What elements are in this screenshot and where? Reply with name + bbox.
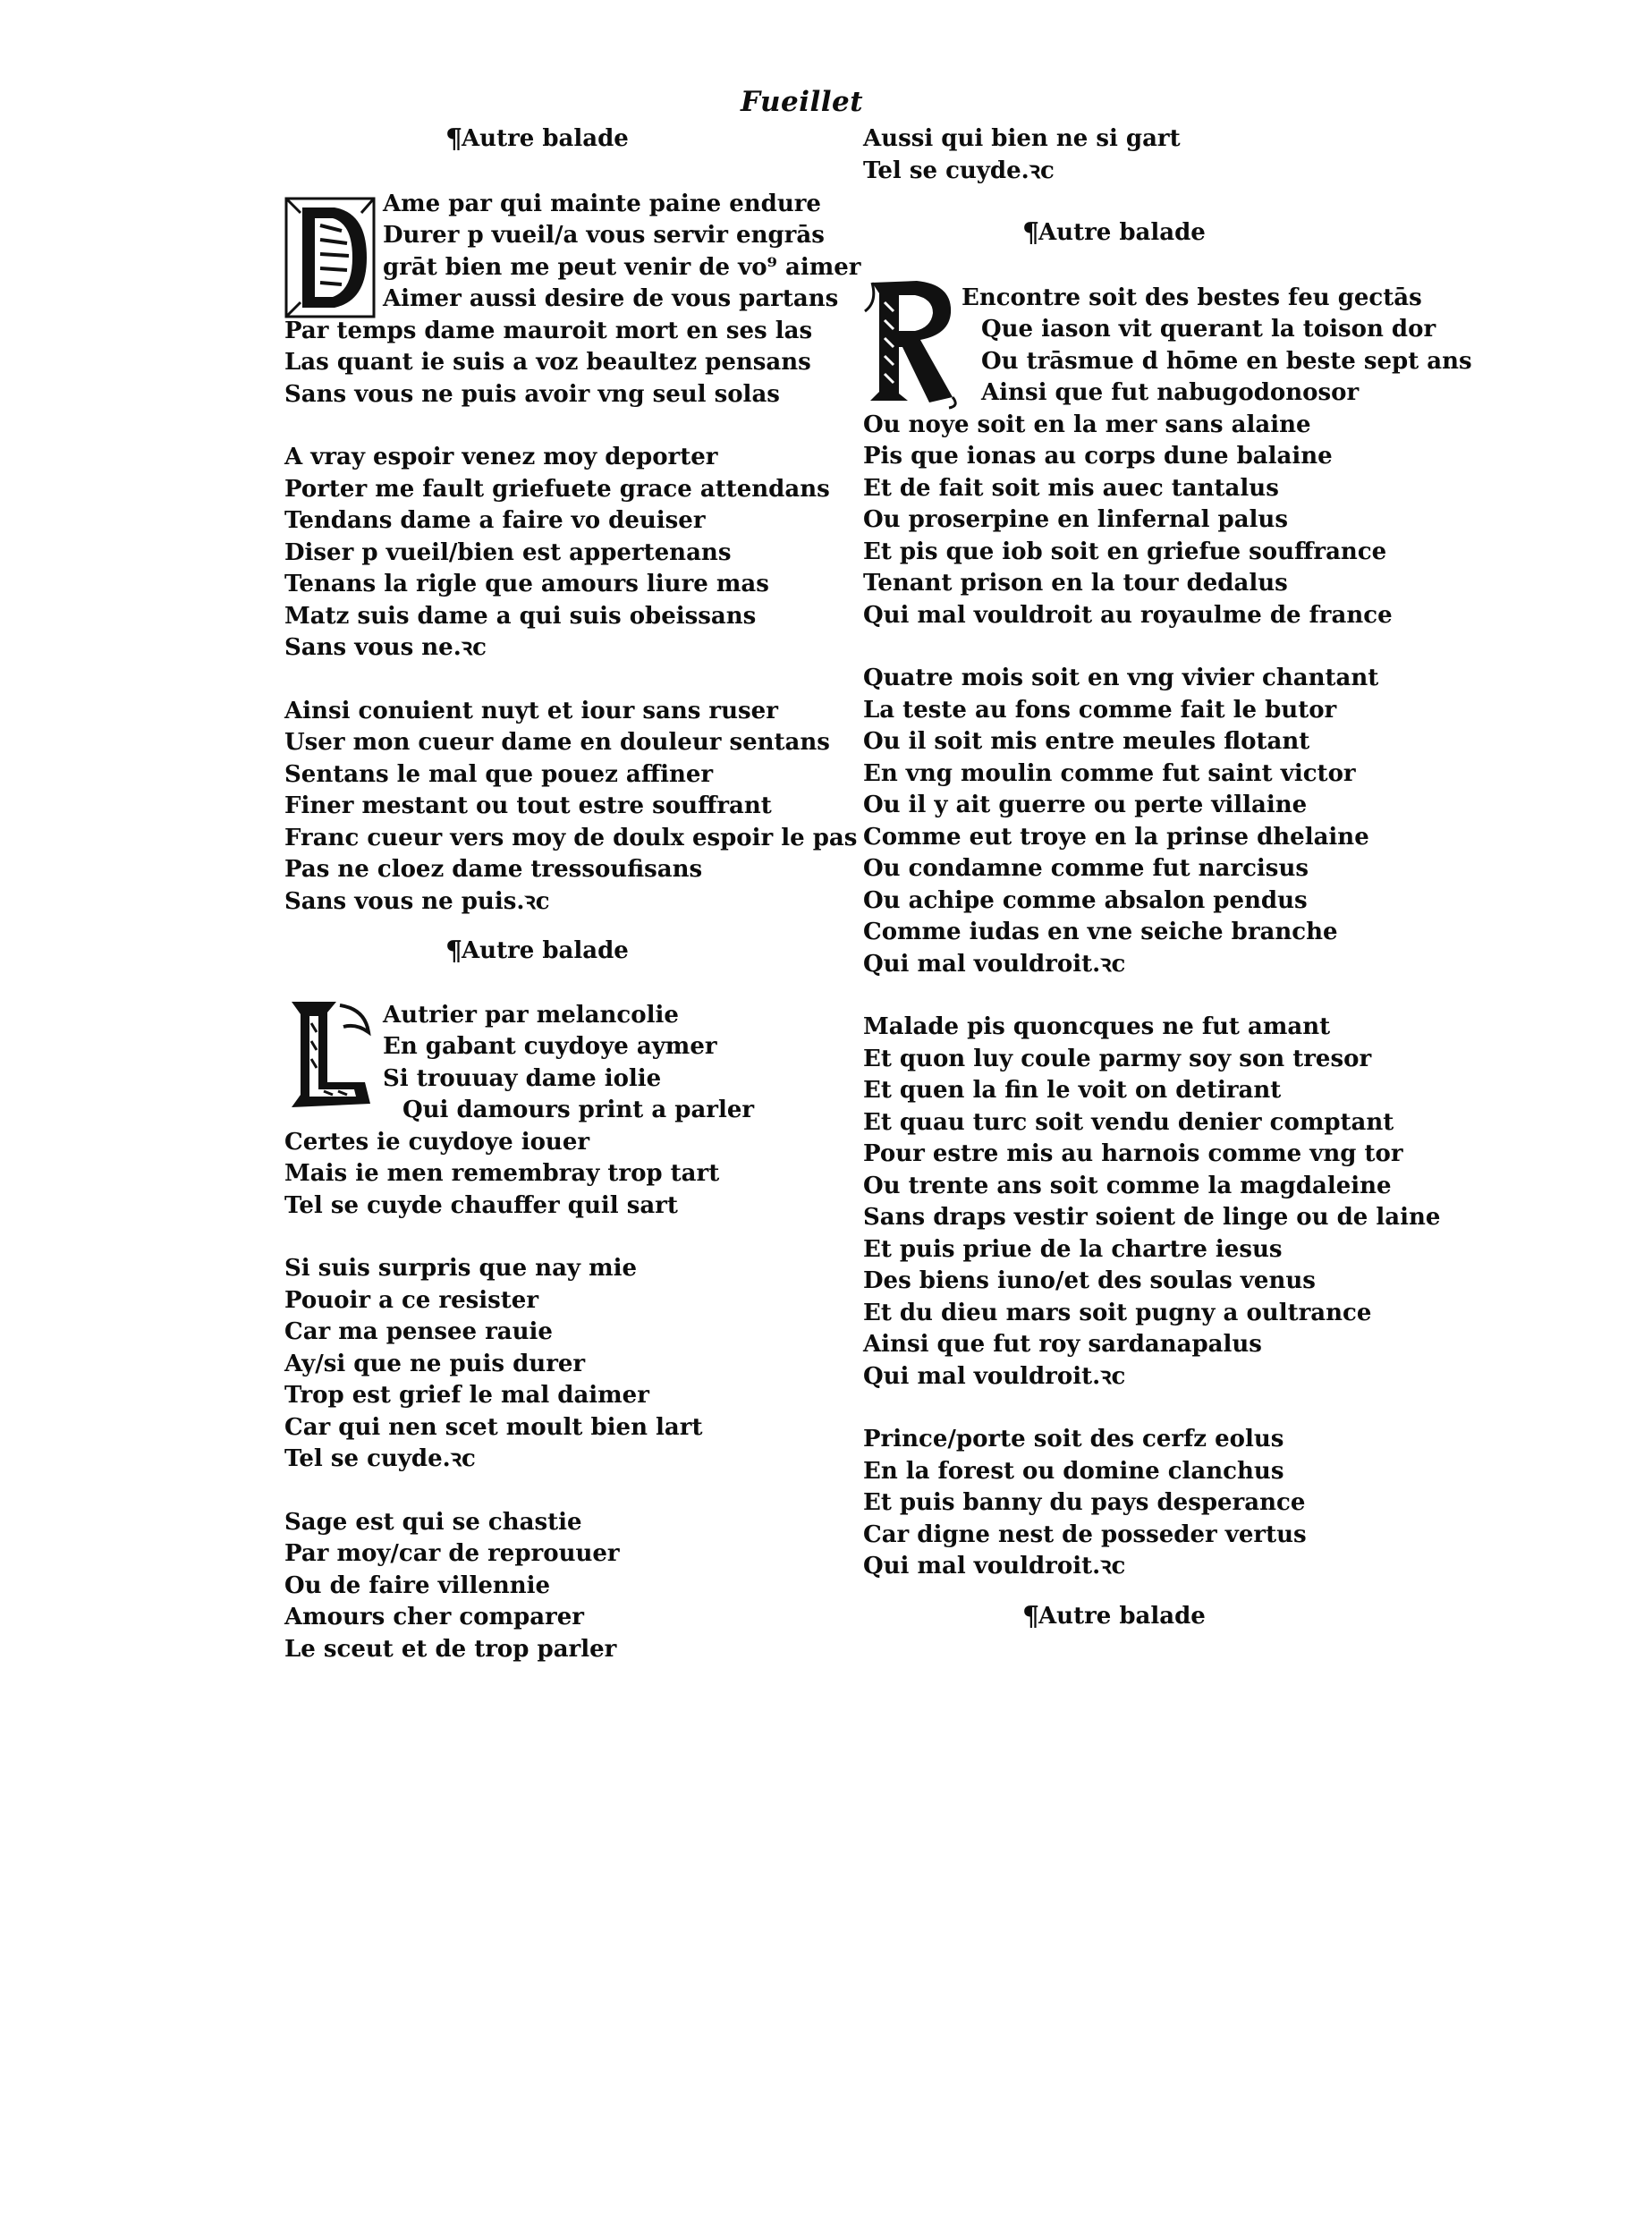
- verse-line: Ou de faire villennie: [284, 1571, 551, 1599]
- verse-line: Et puis priue de la chartre iesus: [863, 1235, 1283, 1263]
- verse-line: Ou trente ans soit comme la magdaleine: [863, 1172, 1392, 1199]
- verse-line: Ainsi que fut nabugodonosor: [981, 379, 1360, 406]
- verse-line: En gabant cuydoye aymer: [383, 1033, 717, 1060]
- stanza-gap: [284, 1476, 848, 1507]
- page-header: Fueillet: [741, 86, 864, 118]
- verse-line: Tendans dame a faire vo deuiser: [284, 507, 706, 534]
- verse-line: Si trouuay dame iolie: [383, 1064, 662, 1092]
- verse-line: Sentans le mal que pouez affiner: [284, 760, 714, 788]
- verse-line: Ou achipe comme absalon pendus: [863, 886, 1308, 914]
- verse-line: Et quon luy coule parmy soy son tresor: [863, 1045, 1372, 1072]
- verse-line: Aussi qui bien ne si gart: [863, 125, 1181, 152]
- verse-line: Aimer aussi desire de vous partans: [383, 285, 839, 312]
- verse-line: Mais ie men remembray trop tart: [284, 1160, 720, 1187]
- verse-line: Tel se cuyde.ꝛc: [284, 1445, 476, 1472]
- verse-line: Pas ne cloez dame tressoufisans: [284, 856, 703, 883]
- verse-line: Sans vous ne.ꝛc: [284, 634, 487, 661]
- verse-line: Ou il y ait guerre ou perte villaine: [863, 792, 1308, 818]
- verse-line: Comme eut troye en la prinse dhelaine: [863, 823, 1369, 851]
- verse-line: Certes ie cuydoye iouer: [284, 1128, 590, 1156]
- balade-heading: ¶Autre balade: [445, 123, 629, 155]
- verse-line: Et quau turc soit vendu denier comptant: [863, 1108, 1394, 1136]
- verse-line: Des biens iuno/et des soulas venus: [863, 1267, 1316, 1294]
- verse-line: Car qui nen scet moult bien lart: [284, 1413, 703, 1441]
- verse-line: Et quen la fin le voit on detirant: [863, 1077, 1282, 1104]
- verse-line: A vray espoir venez moy deporter: [284, 444, 718, 470]
- verse-line: Diser p vueil/bien est appertenans: [284, 538, 732, 566]
- pilcrow-icon: ¶: [445, 936, 463, 967]
- verse-line: La teste au fons comme fait le butor: [863, 696, 1337, 724]
- verse-line: Matz suis dame a qui suis obeissans: [284, 602, 757, 630]
- verse-line: Ou noye soit en la mer sans alaine: [863, 411, 1311, 438]
- stanza-gap: [284, 411, 848, 442]
- verse-line: Que iason vit querant la toison dor: [981, 316, 1436, 343]
- verse-line: User mon cueur dame en douleur sentans: [284, 729, 830, 756]
- verse-line: Quatre mois soit en vng vivier chantant: [863, 665, 1379, 691]
- verse-line: Et puis banny du pays desperance: [863, 1489, 1306, 1516]
- verse-line: Tenans la rigle que amours liure mas: [284, 571, 769, 597]
- verse-line: Ame par qui mainte paine endure: [383, 190, 821, 217]
- decorated-initial: [284, 996, 374, 1113]
- verse-line: Si suis surpris que nay mie: [284, 1255, 638, 1282]
- verse-line: Qui damours print a parler: [402, 1097, 755, 1123]
- pilcrow-icon: ¶: [1022, 217, 1040, 249]
- verse-line: Pouoir a ce resister: [284, 1286, 539, 1314]
- verse-line: Qui mal vouldroit au royaulme de france: [863, 601, 1393, 629]
- verse-line: En la forest ou domine clanchus: [863, 1457, 1284, 1485]
- balade-heading: ¶Autre balade: [445, 936, 629, 967]
- verse-line: Prince/porte soit des cerfz eolus: [863, 1426, 1284, 1453]
- verse-line: Porter me fault griefuete grace attendans: [284, 475, 830, 503]
- verse-line: Franc cueur vers moy de doulx espoir le pas: [284, 824, 858, 851]
- verse-line: Pour estre mis au harnois comme vng tor: [863, 1140, 1403, 1167]
- verse-line: Sans vous ne puis avoir vng seul solas: [284, 380, 780, 408]
- pilcrow-icon: ¶: [445, 123, 463, 155]
- decorated-initial: [284, 195, 378, 320]
- verse-line: Ou proserpine en linfernal palus: [863, 506, 1288, 533]
- verse-line: Ou condamne comme fut narcisus: [863, 855, 1309, 882]
- balade-heading: ¶Autre balade: [1022, 217, 1206, 249]
- initial-r-icon: [863, 275, 962, 410]
- verse-line: Trop est grief le mal daimer: [284, 1382, 649, 1409]
- balade-1: [284, 189, 861, 919]
- verse-line: Comme iudas en vne seiche branche: [863, 919, 1338, 945]
- verse-line: grāt bien me peut venir de vo⁹ aimer: [383, 253, 861, 281]
- verse-line: Le sceut et de trop parler: [284, 1635, 617, 1663]
- verse-line: Qui mal vouldroit.ꝛc: [863, 1553, 1126, 1580]
- verse-line: Autrier par melancolie: [383, 1001, 679, 1029]
- verse-line: Las quant ie suis a voz beaultez pensans: [284, 349, 811, 376]
- stanza-gap: [863, 980, 1427, 1012]
- verse-line: Car digne nest de posseder vertus: [863, 1520, 1307, 1548]
- pilcrow-icon: ¶: [1022, 1600, 1040, 1632]
- verse-line: Ou il soit mis entre meules flotant: [863, 728, 1310, 755]
- verse-line: Tenant prison en la tour dedalus: [863, 570, 1288, 597]
- verse-line: Et de fait soit mis auec tantalus: [863, 474, 1279, 502]
- stanza-gap: [284, 1222, 848, 1253]
- verse-line: Qui mal vouldroit.ꝛc: [863, 1362, 1126, 1390]
- verse-line: Amours cher comparer: [284, 1604, 584, 1630]
- verse-line: Tel se cuyde chauffer quil sart: [284, 1191, 678, 1219]
- verse-line: Et du dieu mars soit pugny a oultrance: [863, 1299, 1372, 1326]
- verse-line: Par moy/car de reprouuer: [284, 1540, 620, 1567]
- left-column: [284, 123, 861, 1665]
- verse-line: Encontre soit des bestes feu gectās: [962, 284, 1422, 311]
- stanza-gap: [284, 665, 848, 696]
- verse-line: Pis que ionas au corps dune balaine: [863, 443, 1333, 470]
- verse-line: Ay/si que ne puis durer: [284, 1350, 586, 1377]
- verse-line: Durer p vueil/a vous servir engrās: [383, 222, 825, 249]
- verse-line: Qui mal vouldroit.ꝛc: [863, 950, 1126, 978]
- balade-3: [863, 283, 1472, 1583]
- verse-line: Ainsi que fut roy sardanapalus: [863, 1331, 1262, 1358]
- initial-l-icon: [284, 996, 374, 1113]
- verse-line: Et pis que iob soit en griefue souffrance: [863, 538, 1387, 565]
- verse-line: Malade pis quoncques ne fut amant: [863, 1013, 1331, 1040]
- verse-line: Finer mestant ou tout estre souffrant: [284, 792, 772, 819]
- verse-line: Par temps dame mauroit mort en ses las: [284, 317, 813, 344]
- verse-line: En vng moulin comme fut saint victor: [863, 759, 1356, 787]
- verse-line: Sans draps vestir soient de linge ou de laine: [863, 1204, 1441, 1231]
- stanza-gap: [863, 1393, 1427, 1424]
- initial-d-icon: [284, 195, 378, 320]
- decorated-initial: [863, 275, 962, 410]
- verse-line: Sage est qui se chastie: [284, 1508, 582, 1536]
- verse-line: Ou trāsmue d hōme en beste sept ans: [981, 347, 1472, 375]
- balade-2: [284, 1000, 848, 1666]
- right-column: [863, 123, 1472, 1632]
- verse-line: Car ma pensee rauie: [284, 1318, 553, 1345]
- verse-line: Ainsi conuient nuyt et iour sans ruser: [284, 697, 778, 724]
- verse-line: Tel se cuyde.ꝛc: [863, 157, 1055, 184]
- verse-line: Sans vous ne puis.ꝛc: [284, 887, 550, 915]
- balade-heading: ¶Autre balade: [1022, 1600, 1206, 1632]
- stanza-gap: [863, 631, 1427, 663]
